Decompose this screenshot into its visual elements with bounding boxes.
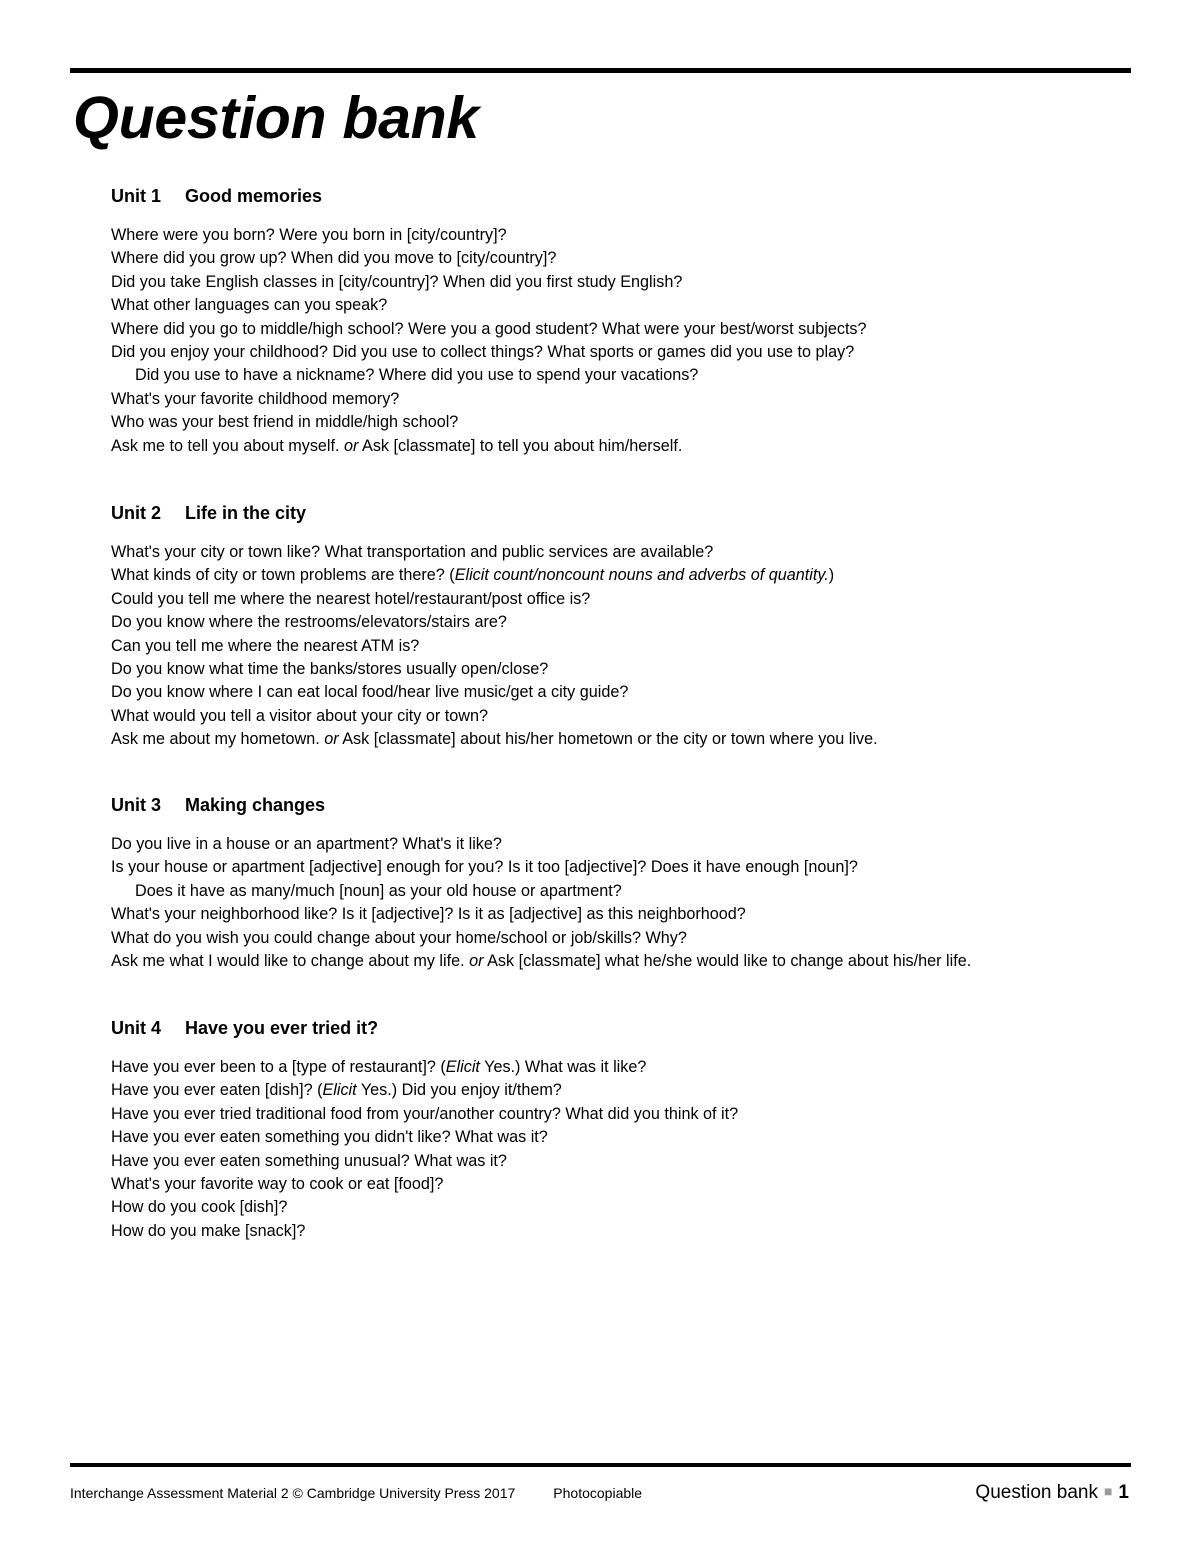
- question-text: Have you ever eaten [dish]? (: [111, 1081, 323, 1100]
- question-line: [111, 435, 1111, 458]
- unit-name: Good memories: [185, 186, 323, 206]
- question-line: What other languages can you speak?: [111, 296, 388, 315]
- question-line: How do you cook [dish]?: [111, 1198, 288, 1217]
- unit-section: [111, 793, 1111, 973]
- unit-heading: [111, 1016, 1111, 1040]
- unit-heading: [111, 793, 1111, 817]
- question-line: Do you know where the restrooms/elevators/stairs are?: [111, 613, 507, 632]
- unit-section: [111, 184, 1111, 458]
- question-line: Did you take English classes in [city/country]? When did you first study English?: [111, 272, 683, 291]
- unit-name: Making changes: [185, 795, 326, 815]
- question-text: Ask [classmate] about his/her hometown or the city or town where you live.: [338, 730, 878, 749]
- photocopiable-label: Photocopiable: [553, 1485, 643, 1501]
- question-line: Did you enjoy your childhood? Did you use to collect things? What sports or games did you use to play?: [111, 343, 855, 362]
- unit-number: Unit 3: [111, 795, 162, 815]
- question-list: [111, 541, 1111, 752]
- question-line: How do you make [snack]?: [111, 1221, 306, 1240]
- question-text-italic: Elicit: [322, 1081, 357, 1100]
- question-line: Where were you born? Were you born in [city/country]?: [111, 226, 507, 244]
- question-text: Yes.) What was it like?: [479, 1058, 647, 1076]
- question-text: Ask [classmate] what he/she would like to change about his/her life.: [483, 952, 972, 971]
- question-line: Is your house or apartment [adjective] enough for you? Is it too [adjective]? Does it have enough [noun]?: [111, 858, 858, 877]
- question-text: ): [828, 566, 835, 585]
- question-line: [111, 950, 1111, 973]
- question-text-italic: or: [324, 730, 339, 749]
- page-title: Question bank: [73, 85, 479, 151]
- question-line: Where did you grow up? When did you move to [city/country]?: [111, 249, 557, 268]
- question-list: [111, 1056, 1111, 1243]
- question-line: Have you ever eaten something you didn't like? What was it?: [111, 1128, 548, 1147]
- unit-name: Life in the city: [185, 503, 307, 523]
- question-line: What's your favorite way to cook or eat [food]?: [111, 1175, 444, 1194]
- unit-section: [111, 1016, 1111, 1243]
- question-text-italic: or: [469, 952, 484, 971]
- question-text: Ask me what I would like to change about my life.: [111, 952, 470, 971]
- unit-number: Unit 4: [111, 1018, 162, 1038]
- page-number: 1: [1118, 1482, 1129, 1503]
- question-line: [111, 564, 1111, 587]
- question-text-italic: Elicit: [445, 1058, 480, 1076]
- question-list: [111, 224, 1111, 458]
- question-line: [111, 1079, 1111, 1102]
- footer-section-label: Question bank: [975, 1482, 1098, 1503]
- unit-section: [111, 501, 1111, 752]
- question-line: What would you tell a visitor about your city or town?: [111, 706, 488, 725]
- question-text: Ask [classmate] to tell you about him/herself.: [358, 436, 683, 455]
- top-rule: [70, 68, 1131, 73]
- question-line: Do you know what time the banks/stores usually open/close?: [111, 660, 549, 679]
- question-line: Have you ever tried traditional food from your/another country? What did you think of it?: [111, 1104, 739, 1123]
- copyright-text: Interchange Assessment Material 2 © Cambridge University Press 2017: [70, 1485, 516, 1501]
- question-text: Yes.) Did you enjoy it/them?: [356, 1081, 562, 1100]
- question-line: Does it have as many/much [noun] as your old house or apartment?: [135, 881, 622, 900]
- question-line: What's your neighborhood like? Is it [adjective]? Is it as [adjective] as this neighborhood?: [111, 905, 746, 924]
- unit-heading: [111, 184, 1111, 208]
- question-text-italic: or: [344, 436, 359, 455]
- question-list: [111, 833, 1111, 973]
- question-line: [111, 1056, 1111, 1079]
- question-line: What do you wish you could change about your home/school or job/skills? Why?: [111, 928, 687, 947]
- bottom-rule: [70, 1463, 1131, 1467]
- question-line: Where did you go to middle/high school? Were you a good student? What were your best/worst subjects?: [111, 319, 867, 338]
- question-line: What's your city or town like? What transportation and public services are available?: [111, 543, 714, 561]
- unit-name: Have you ever tried it?: [185, 1018, 379, 1038]
- footer-right: [975, 1479, 1129, 1505]
- question-line: Could you tell me where the nearest hotel/restaurant/post office is?: [111, 589, 591, 608]
- separator-square-icon: ■: [1103, 1483, 1113, 1499]
- question-text: Ask me to tell you about myself.: [111, 436, 345, 455]
- question-line: What's your favorite childhood memory?: [111, 389, 400, 408]
- question-text: Ask me about my hometown.: [111, 730, 325, 749]
- question-line: Who was your best friend in middle/high school?: [111, 413, 459, 432]
- question-text: What kinds of city or town problems are there? (: [111, 566, 455, 585]
- unit-number: Unit 1: [111, 186, 162, 206]
- unit-heading: [111, 501, 1111, 525]
- question-line: Do you know where I can eat local food/hear live music/get a city guide?: [111, 683, 629, 702]
- question-line: Did you use to have a nickname? Where did you use to spend your vacations?: [135, 366, 699, 385]
- question-text: Have you ever been to a [type of restaurant]? (: [111, 1058, 446, 1076]
- question-line: Do you live in a house or an apartment? What's it like?: [111, 835, 502, 853]
- question-line: Have you ever eaten something unusual? What was it?: [111, 1151, 507, 1170]
- unit-number: Unit 2: [111, 503, 162, 523]
- question-line: Can you tell me where the nearest ATM is?: [111, 636, 420, 655]
- question-line: [111, 728, 1111, 751]
- footer-left: [70, 1484, 642, 1502]
- question-text-italic: Elicit count/noncount nouns and adverbs of quantity.: [454, 566, 829, 585]
